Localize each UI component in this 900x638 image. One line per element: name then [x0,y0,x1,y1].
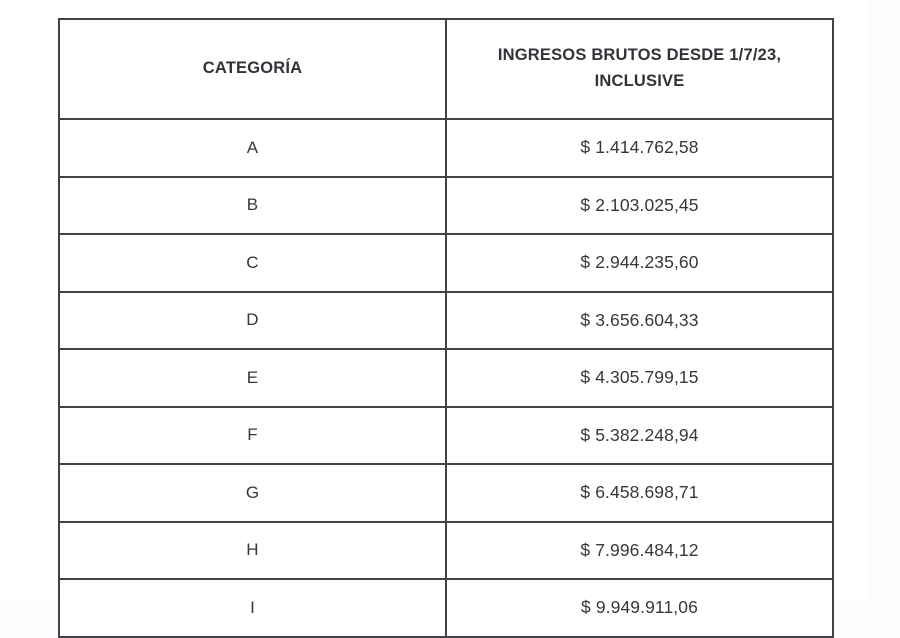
table-row [59,407,833,465]
table-row [59,177,833,235]
cell-category: B [59,177,446,235]
table-body [59,119,833,637]
cell-category: A [59,119,446,177]
table-row [59,522,833,580]
cell-amount: $ 5.382.248,94 [446,407,833,465]
table-row [59,349,833,407]
cell-amount: $ 6.458.698,71 [446,464,833,522]
cell-amount: $ 3.656.604,33 [446,292,833,350]
cell-category: G [59,464,446,522]
cell-category: C [59,234,446,292]
column-header-categoria: CATEGORÍA [59,19,446,119]
rate-table [58,18,834,638]
table-row [59,579,833,637]
table-header [59,19,833,119]
cell-category: I [59,579,446,637]
cell-amount: $ 7.996.484,12 [446,522,833,580]
cell-amount: $ 9.949.911,06 [446,579,833,637]
table-row [59,234,833,292]
cell-category: H [59,522,446,580]
cell-amount: $ 2.944.235,60 [446,234,833,292]
cell-category: D [59,292,446,350]
cell-amount: $ 1.414.762,58 [446,119,833,177]
rate-table-container [58,18,832,618]
table-row [59,119,833,177]
table-row [59,292,833,350]
cell-amount: $ 2.103.025,45 [446,177,833,235]
cell-amount: $ 4.305.799,15 [446,349,833,407]
column-header-ingresos-brutos: INGRESOS BRUTOS DESDE 1/7/23, INCLUSIVE [446,19,833,119]
table-row [59,464,833,522]
cell-category: E [59,349,446,407]
table-header-row [59,19,833,119]
cell-category: F [59,407,446,465]
